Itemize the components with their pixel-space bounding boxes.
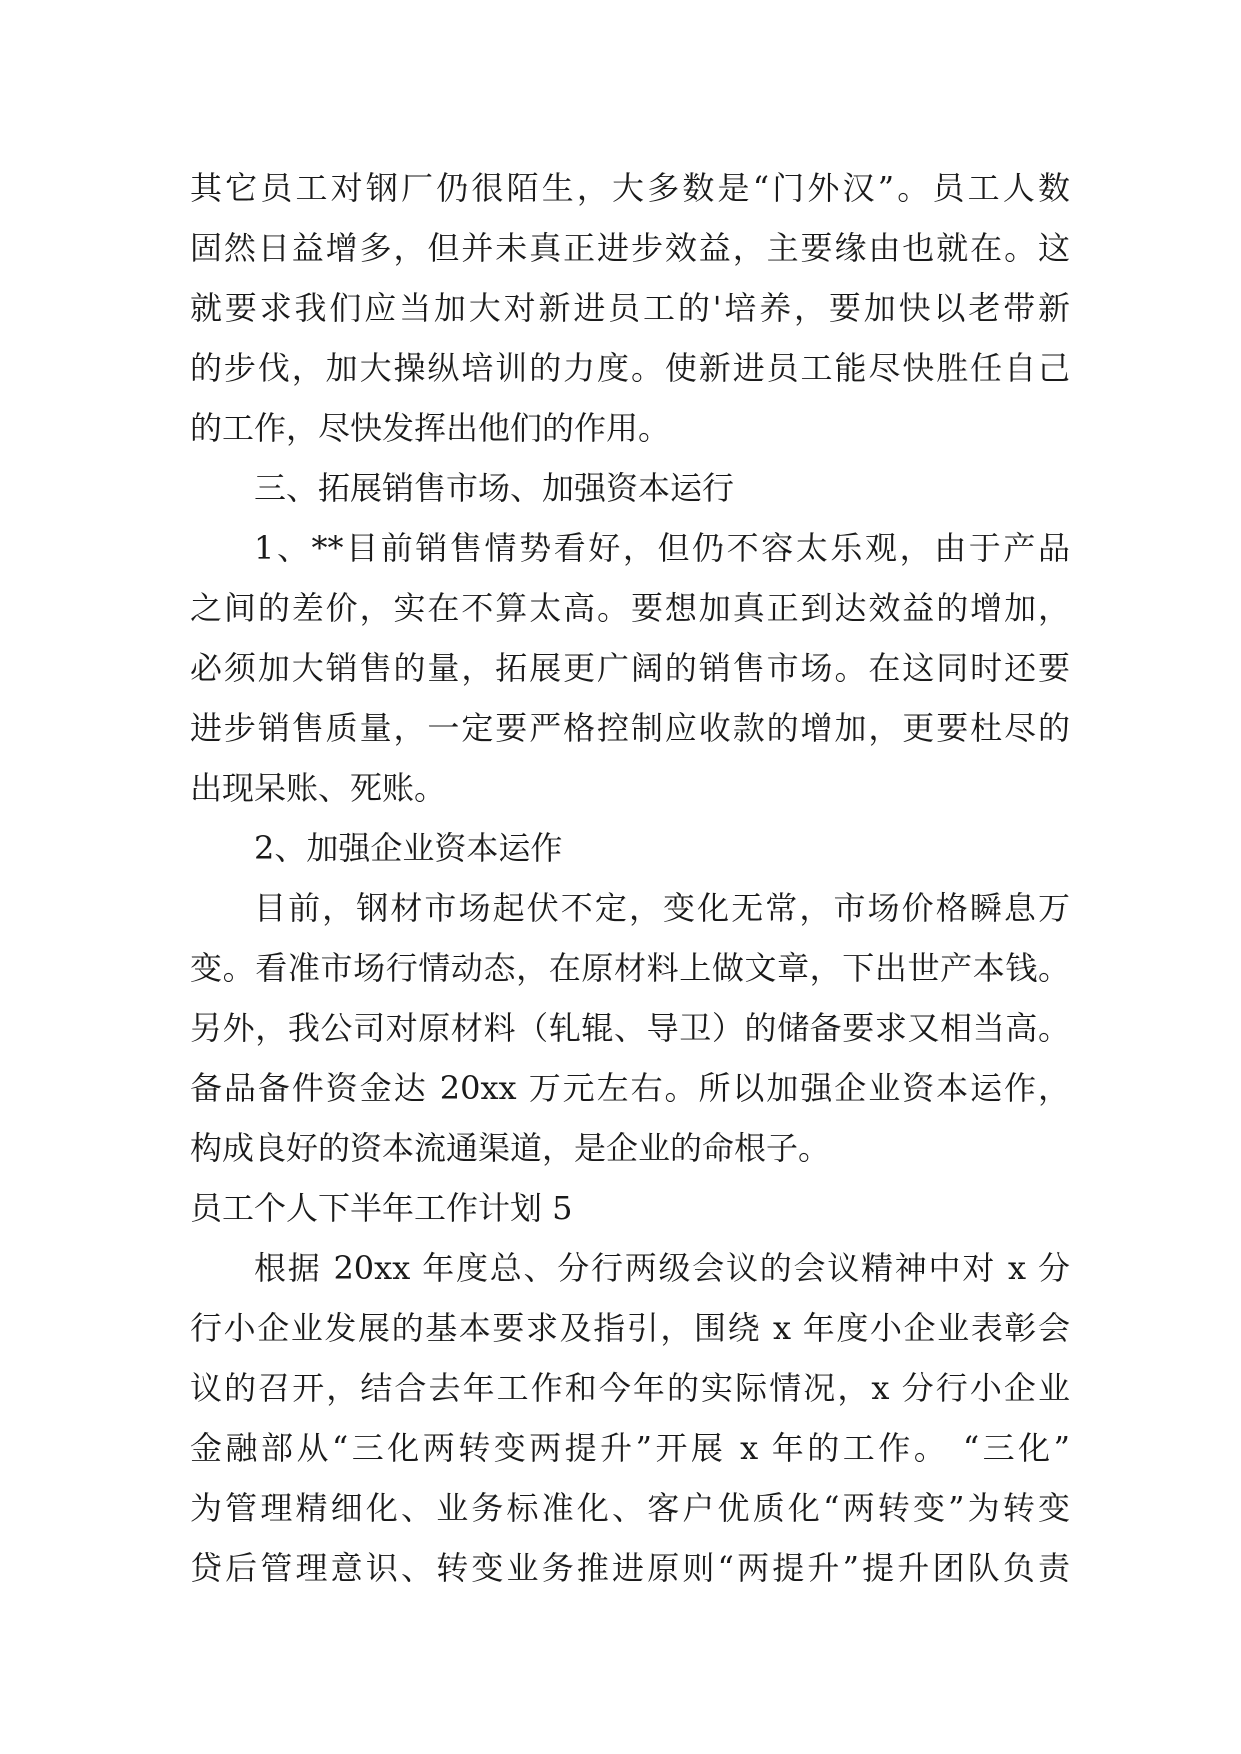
subsection-heading: 2、加强企业资本运作	[254, 829, 563, 867]
body-text-line: 另外，我公司对原材料（轧辊、导卫）的储备要求又相当高。	[190, 1009, 1070, 1047]
body-text-line: 变。看准市场行情动态，在原材料上做文章，下出世产本钱。	[190, 949, 1070, 987]
section-heading: 三、拓展销售市场、加强资本运行	[254, 469, 735, 507]
body-text-line: 金融部从“三化两转变两提升”开展 x 年的工作。 “三化”	[190, 1429, 1070, 1467]
body-text-line: 构成良好的资本流通渠道，是企业的命根子。	[190, 1129, 831, 1167]
body-text-line: 1、**目前销售情势看好，但仍不容太乐观，由于产品	[254, 529, 1070, 567]
body-text-line: 议的召开，结合去年工作和今年的实际情况，x 分行小企业	[190, 1369, 1070, 1407]
body-text-line: 之间的差价，实在不算太高。要想加真正到达效益的增加，	[190, 589, 1070, 627]
document-section-title: 员工个人下半年工作计划 5	[190, 1189, 573, 1227]
body-text-line: 就要求我们应当加大对新进员工的'培养，要加快以老带新	[190, 289, 1070, 327]
body-text-line: 为管理精细化、业务标准化、客户优质化“两转变”为转变	[190, 1489, 1070, 1527]
body-text-line: 的步伐，加大操纵培训的力度。使新进员工能尽快胜任自己	[190, 349, 1070, 387]
body-text-line: 固然日益增多，但并未真正进步效益，主要缘由也就在。这	[190, 229, 1070, 267]
body-text-line: 进步销售质量，一定要严格控制应收款的增加，更要杜尽的	[190, 709, 1070, 747]
body-text-line: 行小企业发展的基本要求及指引，围绕 x 年度小企业表彰会	[190, 1309, 1070, 1347]
body-text-line: 目前，钢材市场起伏不定，变化无常，市场价格瞬息万	[254, 889, 1070, 927]
body-text-line: 贷后管理意识、转变业务推进原则“两提升”提升团队负责	[190, 1549, 1070, 1587]
document-body	[190, 158, 1070, 1598]
body-text-line: 根据 20xx 年度总、分行两级会议的会议精神中对 x 分	[254, 1249, 1070, 1287]
body-text-line: 备品备件资金达 20xx 万元左右。所以加强企业资本运作，	[190, 1069, 1070, 1107]
body-text-line: 其它员工对钢厂仍很陌生，大多数是“门外汉”。员工人数	[190, 169, 1070, 207]
body-text-line: 必须加大销售的量，拓展更广阔的销售市场。在这同时还要	[190, 649, 1070, 687]
body-text-line: 的工作，尽快发挥出他们的作用。	[190, 409, 671, 447]
body-text-line: 出现呆账、死账。	[190, 769, 447, 807]
